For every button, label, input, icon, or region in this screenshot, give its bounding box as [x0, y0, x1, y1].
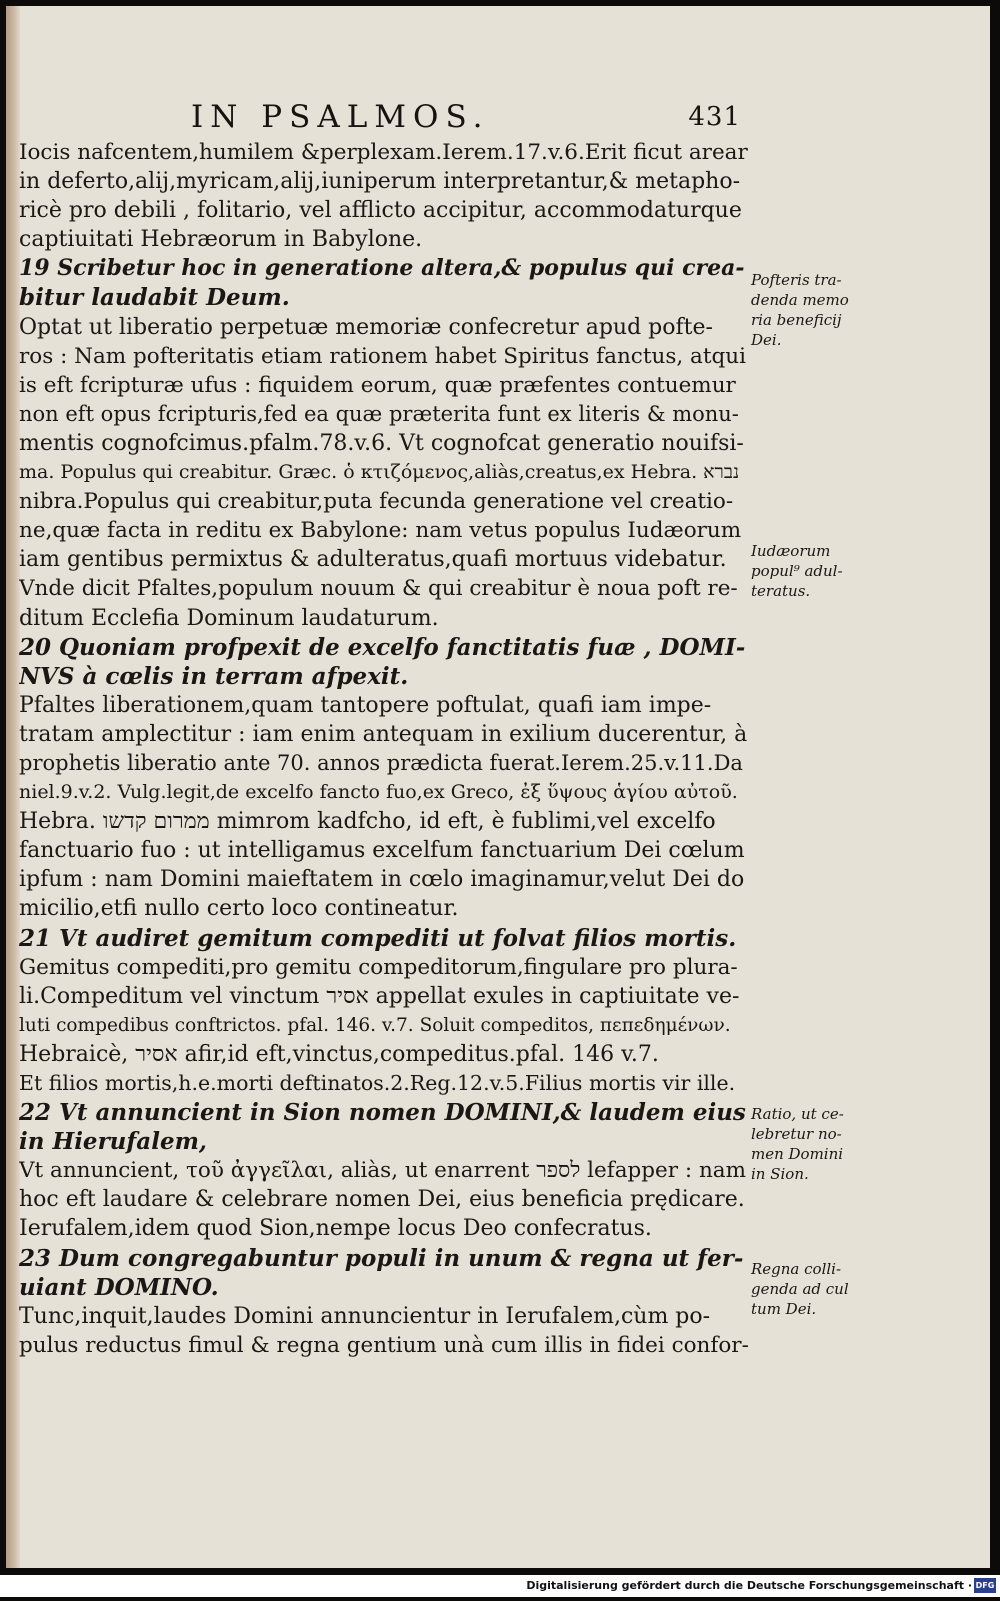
marginal-note-line: teratus. [751, 582, 811, 600]
text-line: ros : Nam pofteritatis etiam rationem habet Spiritus fanctus, atqui [19, 343, 746, 369]
text-line: in deferto,alij,myricam,alij,iuniperum interpretantur,& metapho- [19, 169, 741, 195]
text-line: is eft fcripturæ ufus : fiquidem eorum, quæ præfentes contuemur [19, 372, 736, 398]
marginal-note-line: men Domini [751, 1145, 844, 1163]
book-spine-shadow [6, 6, 20, 1568]
text-line: ma. Populus qui creabitur. Græc. ὁ κτιζόμενος,aliàs,creatus,ex Hebra. נברא [19, 461, 740, 484]
text-line: niel.9.v.2. Vulg.legit,de excelfo fancto fuo,ex Greco, ἐξ ὕψους ἁγίου αὐτοῦ. [19, 781, 738, 804]
text-line: Gemitus compediti,pro gemitu compeditorum,fingulare pro plura- [19, 954, 738, 980]
text-line: fanctuario fuo : ut intelligamus excelfum fanctuarium Dei cœlum [19, 838, 745, 864]
marginal-note-line: ria beneficij [751, 311, 842, 329]
running-title: IN PSALMOS. [191, 99, 490, 135]
text-line: uiant DOMINO. [19, 1273, 219, 1301]
text-line: ricè pro debili , folitario, vel afflicto accipitur, accommodaturque [19, 198, 742, 224]
text-line: mentis cognofcimus.pfalm.78.v.6. Vt cognofcat generatio nouifsi- [19, 430, 744, 456]
page-header [191, 94, 741, 140]
text-line: bitur laudabit Deum. [19, 284, 290, 312]
footer-bar [0, 1575, 1000, 1597]
footer-credit: Digitalisierung gefördert durch die Deutsche Forschungsgemeinschaft · [526, 1579, 972, 1592]
marginal-note-line: genda ad cul [751, 1280, 849, 1298]
text-line: 23 Dum congregabuntur populi in unum & regna ut fer- [19, 1244, 744, 1272]
marginal-note-line: popul⁹ adul- [751, 562, 843, 580]
text-line: li.Compeditum vel vinctum אסיר appellat exules in captiuitate ve- [19, 983, 740, 1009]
text-line: 20 Quoniam profpexit de excelfo fanctitatis fuæ , DOMI- [19, 633, 746, 661]
dfg-logo: DFG [974, 1578, 996, 1593]
text-line: Et filios mortis,h.e.morti deftinatos.2.Reg.12.v.5.Filius mortis vir ille. [19, 1071, 736, 1095]
text-line: captiuitati Hebræorum in Babylone. [19, 227, 423, 253]
text-line: 19 Scribetur hoc in generatione altera,& populus qui crea- [19, 255, 745, 282]
text-line: hoc eft laudare & celebrare nomen Dei, eius beneficia prędicare. [19, 1187, 745, 1213]
marginal-note-line: Dei. [751, 331, 782, 349]
text-line: Vnde dicit Pfaltes,populum nouum & qui creabitur è noua poft re- [19, 576, 738, 602]
marginal-notes [751, 6, 876, 1568]
text-line: luti compedibus conftrictos. pfal. 146. v.7. Soluit compeditos, πεπεδημένων. [19, 1014, 731, 1036]
text-line: iam gentibus permixtus & adulteratus,quafi mortuus videbatur. [19, 547, 727, 573]
text-line: Tunc,inquit,laudes Domini annuncientur in Ierufalem,cùm po- [19, 1303, 711, 1329]
text-line: 21 Vt audiret gemitum compediti ut folvat filios mortis. [19, 924, 737, 952]
page-number: 431 [688, 102, 741, 132]
text-line: Vt annuncient, τοῦ ἀγγεῖλαι, aliàs, ut enarrent לספר lefapper : nam [19, 1158, 747, 1184]
marginal-note-line: Regna colli- [751, 1260, 842, 1278]
text-line: ditum Ecclefia Dominum laudaturum. [19, 605, 439, 631]
text-line: ne,quæ facta in reditu ex Babylone: nam vetus populus Iudæorum [19, 518, 742, 544]
marginal-note [751, 270, 849, 350]
text-line: Hebraicè, אסיר afir,id eft,vinctus,compeditus.pfal. 146 v.7. [19, 1041, 659, 1067]
marginal-note-line: tum Dei. [751, 1300, 817, 1318]
text-line: non eft opus fcripturis,fed ea quæ præterita funt ex literis & monu- [19, 401, 739, 426]
body-text [19, 138, 749, 1360]
marginal-note-line: denda memo [751, 291, 849, 309]
text-line: in Hierufalem, [19, 1128, 207, 1156]
book-page [6, 6, 990, 1568]
marginal-note [751, 1104, 844, 1184]
text-line: NVS à cœlis in terram afpexit. [19, 662, 409, 690]
marginal-note-line: in Sion. [751, 1165, 809, 1183]
text-line: ipfum : nam Domini maieftatem in cœlo imaginamur,velut Dei do [19, 867, 745, 893]
marginal-note [751, 541, 843, 601]
text-line: prophetis liberatio ante 70. annos prædicta fuerat.Ierem.25.v.11.Da [19, 750, 743, 775]
text-line: pulus reductus fimul & regna gentium unà cum illis in fidei confor- [19, 1332, 749, 1358]
marginal-note-line: Ratio, ut ce- [751, 1105, 844, 1123]
marginal-note-line: Iudæorum [751, 542, 831, 560]
text-line: tratam amplectitur : iam enim antequam in exilium ducerentur, à [19, 721, 748, 747]
marginal-note [751, 1259, 849, 1319]
marginal-note-line: lebretur no- [751, 1125, 842, 1143]
text-line: Iocis nafcentem,humilem &perplexam.Ierem.17.v.6.Erit ficut arear [19, 140, 748, 165]
text-line: Ierufalem,idem quod Sion,nempe locus Deo confecratus. [19, 1216, 652, 1242]
text-line: nibra.Populus qui creabitur,puta fecunda generatione vel creatio- [19, 489, 734, 515]
text-line: Pfaltes liberationem,quam tantopere poftulat, quafi iam impe- [19, 692, 712, 718]
text-line: micilio,etfi nullo certo loco contineatur. [19, 896, 459, 922]
text-line: Hebra. ממרום קדשו mimrom kadfcho, id eft, è fublimi,vel excelfo [19, 809, 716, 835]
marginal-note-line: Pofteris tra- [751, 271, 842, 289]
text-line: 22 Vt annuncient in Sion nomen DOMINI,& laudem eius [19, 1099, 746, 1127]
text-line: Optat ut liberatio perpetuæ memoriæ confecretur apud pofte- [19, 314, 713, 340]
